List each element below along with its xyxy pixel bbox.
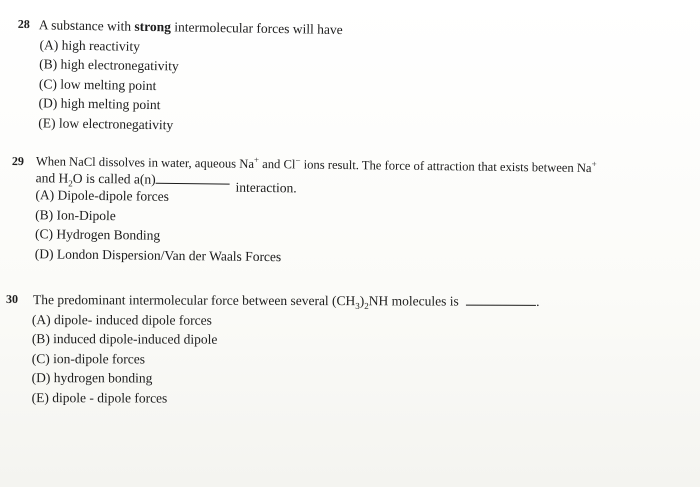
question-number: 28 — [17, 16, 30, 32]
option-c: (C) low melting point — [38, 75, 157, 93]
question-29 — [11, 152, 597, 270]
question-stem-line-1: When NaCl dissolves in water, aqueous Na+ and Cl− ions result. The force of attraction that exists between Na+ — [35, 154, 597, 176]
option-d: (D) high melting point — [38, 95, 161, 113]
answer-blank[interactable] — [156, 170, 230, 184]
option-b: (B) induced dipole-induced dipole — [31, 331, 218, 347]
question-number: 29 — [11, 153, 24, 169]
question-28 — [17, 15, 343, 137]
option-a: (A) high reactivity — [39, 36, 141, 54]
answer-options — [38, 35, 342, 137]
option-c: (C) Hydrogen Bonding — [34, 226, 161, 243]
option-a: (A) Dipole-dipole forces — [35, 187, 170, 204]
option-d: (D) London Dispersion/Van der Waals Forces — [34, 245, 282, 264]
option-d: (D) hydrogen bonding — [31, 370, 153, 386]
option-a: (A) dipole- induced dipole forces — [31, 311, 212, 328]
question-stem: A substance with strong intermolecular forces will have — [38, 17, 343, 38]
answer-blank[interactable] — [466, 293, 536, 306]
option-b: (B) Ion-Dipole — [35, 206, 116, 223]
answer-options — [35, 185, 597, 270]
option-b: (B) high electronegativity — [39, 56, 179, 74]
question-stem: The predominant intermolecular force between several $(CH_3)_2NH$ molecules is . — [32, 292, 540, 311]
question-number: 30 — [5, 291, 18, 307]
option-e: (E) low electronegativity — [38, 114, 174, 132]
option-c: (C) ion-dipole forces — [31, 350, 146, 366]
option-e: (E) dipole - dipole forces — [31, 389, 168, 406]
answer-options — [32, 310, 540, 409]
question-stem-line-2: and $H_2O$ is called a(n)interaction. — [35, 169, 297, 195]
question-30 — [5, 290, 540, 409]
